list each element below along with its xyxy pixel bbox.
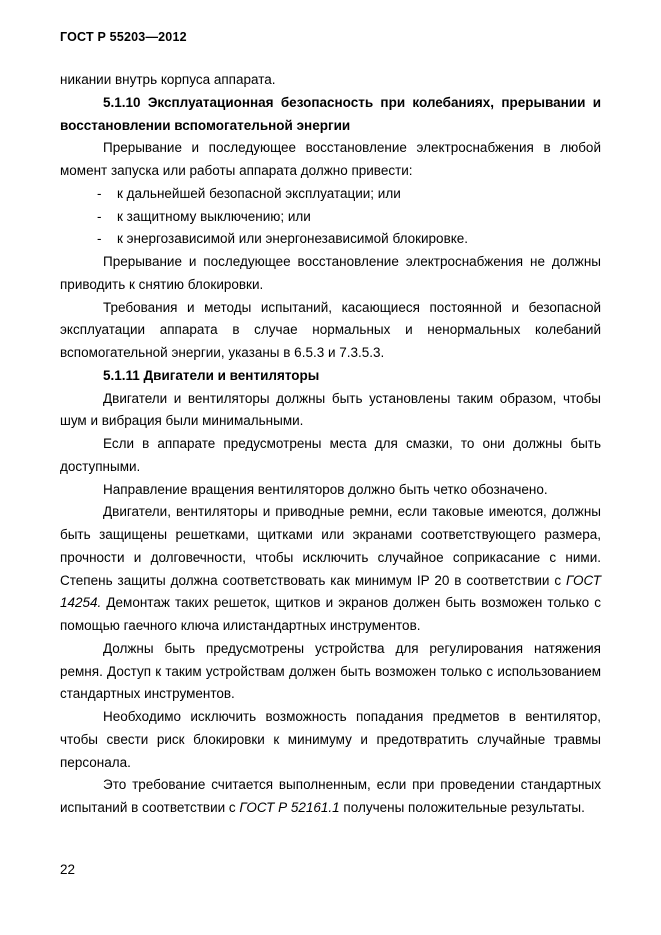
text-run: Прерывание и последующее восстановление электроснабжения в любой момент запуска или работы аппарата должно привести: [60,140,601,178]
text-run: 5.1.11 Двигатели и вентиляторы [103,367,320,383]
list-dash: - [97,185,102,201]
text-run: Это требование считается выполненным, если при проведении стандартных испытаний в соответствии с [60,777,601,815]
text-run: к энергозависимой или энергонезависимой блокировке. [117,231,469,247]
text-run: Демонтаж таких решеток, щитков и экранов должен быть возможен только с помощью гаечного ключа илистандартных инструментов. [60,595,601,633]
paragraph [60,501,601,638]
paragraph [60,69,601,92]
text-run: Прерывание и последующее восстановление электроснабжения не должны приводить к снятию блокировки. [60,254,601,292]
text-run: ГОСТ Р 52161.1 [239,800,340,815]
text-run: к дальнейшей безопасной эксплуатации; или [117,185,401,201]
text-run: Двигатели, вентиляторы и приводные ремни, если таковые имеются, должны быть защищены решетками, щитками или экранами соответствующего размера, прочности и долговечности, чтобы исключить случайное соприкасание с ними. Степень защиты должна соответствовать как минимум IP 20 в соответствии с [60,504,601,588]
paragraph [60,706,601,774]
paragraph [60,638,601,706]
section-heading [60,365,601,388]
text-run: Направление вращения вентиляторов должно быть четко обозначено. [103,481,548,497]
paragraph [60,297,601,365]
text-run: Должны быть предусмотрены устройства для регулирования натяжения ремня. Доступ к таким устройствам должен быть возможен только с использованием стандартных инструментов. [60,640,601,702]
text-run: к защитному выключению; или [117,208,311,224]
list-dash: - [97,208,102,224]
list-item [60,183,601,206]
paragraph [60,774,601,820]
paragraph [60,433,601,479]
text-run: Двигатели и вентиляторы должны быть установлены таким образом, чтобы шум и вибрация были минимальными. [60,390,601,429]
list-dash: - [97,231,102,247]
paragraph [60,388,601,434]
text-run: ГОСТ 14254. [60,572,601,611]
document-body [60,69,601,820]
list-item [60,228,601,251]
paragraph [60,137,601,183]
text-run: никании внутрь корпуса аппарата. [60,72,276,87]
text-run: 5.1.10 Эксплуатационная безопасность при колебаниях, прерывании и восстановлении вспомогательной энергии [60,94,601,133]
paragraph [60,479,601,502]
page-number: 22 [60,862,76,877]
text-run: получены положительные результаты. [339,800,585,815]
list-item [60,206,601,229]
text-run: Если в аппарате предусмотрены места для смазки, то они должны быть доступными. [60,436,601,474]
paragraph [60,251,601,297]
section-heading [60,92,601,138]
text-run: Требования и методы испытаний, касающиеся постоянной и безопасной эксплуатации аппарата в случае нормальных и ненормальных колебаний вспомогательной энергии, указаны в 6.5.3 и 7.3.5.3. [60,299,601,360]
text-run: Необходимо исключить возможность попадания предметов в вентилятор, чтобы свести риск блокировки к минимуму и предотвратить случайные травмы персонала. [60,709,601,770]
document-header-title: ГОСТ Р 55203—2012 [60,30,187,44]
